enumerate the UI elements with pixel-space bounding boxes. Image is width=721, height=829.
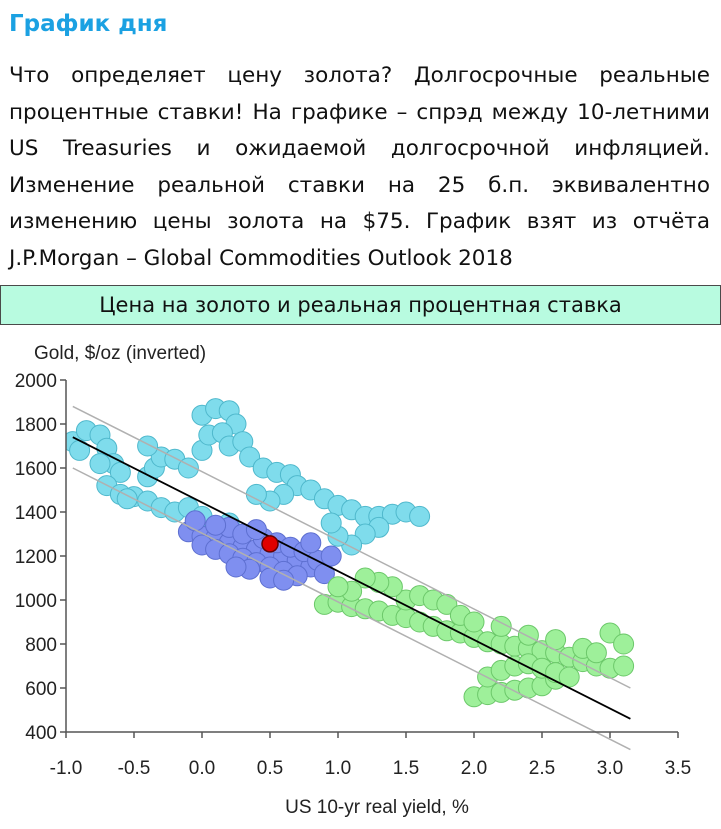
chart-banner xyxy=(0,285,721,325)
y-tick-label: 1200 xyxy=(14,547,57,568)
current-point-marker xyxy=(262,536,278,552)
cyan-point xyxy=(410,506,430,526)
green-point xyxy=(614,656,634,676)
y-tick-label: 1000 xyxy=(14,591,57,612)
blue-point xyxy=(206,515,226,535)
y-tick-label: 2000 xyxy=(14,371,57,392)
x-tick-label: 3.0 xyxy=(596,758,624,779)
y-tick-label: 1400 xyxy=(14,503,57,524)
x-tick-label: 0.5 xyxy=(256,758,284,779)
y-tick-label: 800 xyxy=(25,635,57,656)
blue-point xyxy=(321,546,341,566)
blue-point xyxy=(226,557,246,577)
green-point xyxy=(464,612,484,632)
x-tick-label: 2.0 xyxy=(460,758,488,779)
band-line xyxy=(73,406,631,688)
cyan-point xyxy=(138,436,158,456)
y-tick-label: 1600 xyxy=(14,459,57,480)
green-point xyxy=(328,577,348,597)
green-point xyxy=(586,643,606,663)
x-tick-label: 3.5 xyxy=(664,758,692,779)
cyan-point xyxy=(321,513,341,533)
regression-line xyxy=(73,437,631,719)
cyan-point xyxy=(90,454,110,474)
blue-point xyxy=(185,511,205,531)
x-tick-label: 2.5 xyxy=(528,758,556,779)
y-tick-label: 1800 xyxy=(14,415,57,436)
x-tick-label: 0.0 xyxy=(188,758,216,779)
chart-area xyxy=(0,325,721,824)
x-tick-label: 1.0 xyxy=(324,758,352,779)
y-tick-label: 400 xyxy=(25,723,57,744)
green-point xyxy=(518,625,538,645)
x-tick-label: 1.5 xyxy=(392,758,420,779)
page-heading: График дня xyxy=(9,11,168,37)
y-tick-label: 600 xyxy=(25,679,57,700)
y-axis-label: Gold, $/oz (inverted) xyxy=(34,343,207,364)
article-text: Что определяет цену золота? Долгосрочные реальные процентные ставки! На графике – спрэд между 10-летними US Treasuries и ожидаемой долгосрочной инфляцией. Изменение реальной ставки на 25 б.п. эквивалентно изменению цены золота на $75. График взят из отчёта J.P.Morgan – Global Commodities Outlook 2018 xyxy=(9,63,710,271)
x-tick-label: -0.5 xyxy=(117,758,151,779)
x-axis-label: US 10-yr real yield, % xyxy=(285,797,469,818)
blue-point xyxy=(301,533,321,553)
cyan-point xyxy=(246,484,266,504)
green-point xyxy=(614,634,634,654)
scatter-chart xyxy=(0,325,721,824)
chart-banner-title: Цена на золото и реальная процентная ставка xyxy=(99,293,622,317)
x-tick-label: -1.0 xyxy=(49,758,83,779)
blue-point xyxy=(274,570,294,590)
chart-axes xyxy=(15,371,691,779)
